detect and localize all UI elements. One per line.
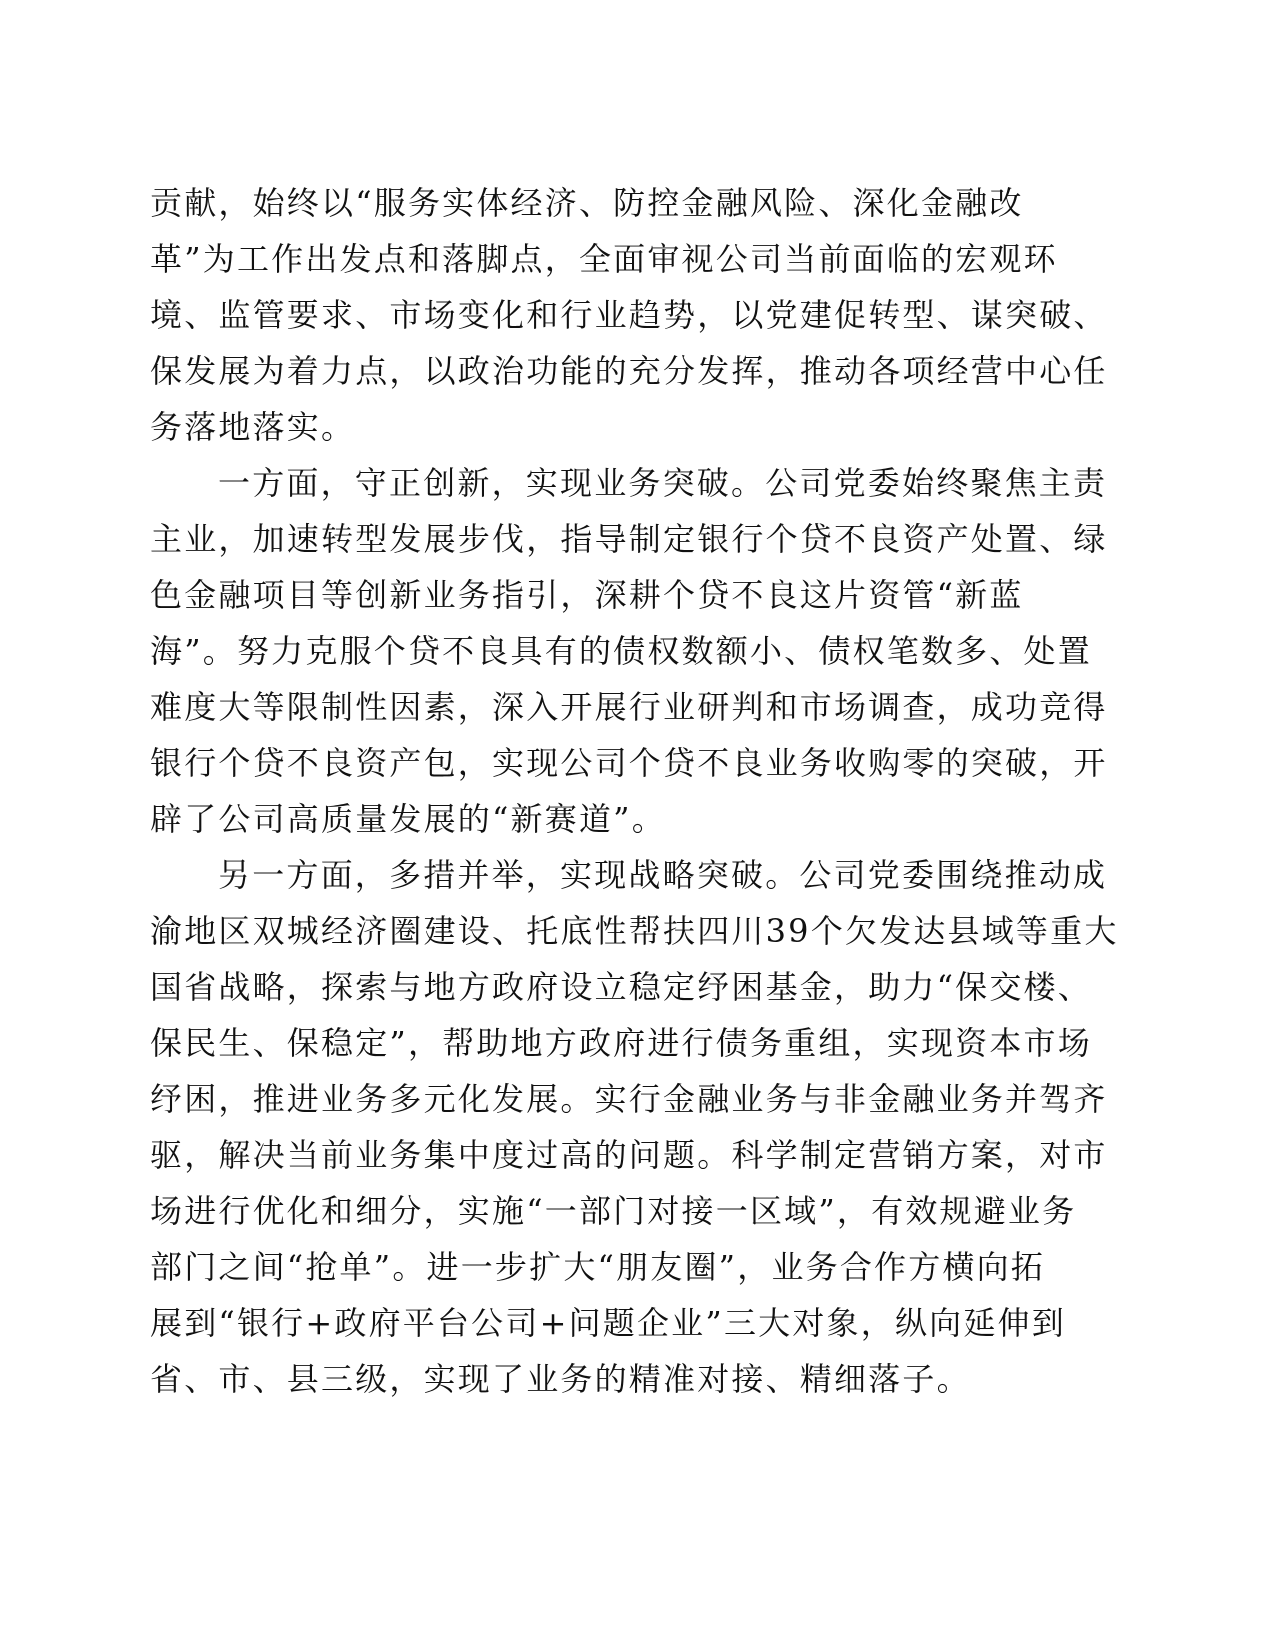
paragraph-3-line-5: 纾困，推进业务多元化发展。实行金融业务与非金融业务并驾齐 [150,1080,1108,1118]
paragraph-2-line-3: 色金融项目等创新业务指引，深耕个贷不良这片资管“新蓝 [150,576,1024,614]
paragraph-1-line-4: 保发展为着力点，以政治功能的充分发挥，推动各项经营中心任 [150,352,1108,390]
paragraph-3-line-4: 保民生、保稳定”，帮助地方政府进行债务重组，实现资本市场 [150,1024,1092,1062]
paragraph-3-line-10: 省、市、县三级，实现了业务的精准对接、精细落子。 [150,1360,971,1398]
paragraph-2-line-6: 银行个贷不良资产包，实现公司个贷不良业务收购零的突破，开 [150,744,1108,782]
paragraph-2-line-4: 海”。努力克服个贷不良具有的债权数额小、债权笔数多、处置 [150,632,1092,670]
paragraph-1-line-3: 境、监管要求、市场变化和行业趋势，以党建促转型、谋突破、 [150,296,1108,334]
paragraph-3-line-9: 展到“银行+政府平台公司+问题企业”三大对象，纵向延伸到 [150,1304,1066,1342]
paragraph-2-line-2: 主业，加速转型发展步伐，指导制定银行个贷不良资产处置、绿 [150,520,1108,558]
paragraph-2-line-1: 一方面，守正创新，实现业务突破。公司党委始终聚焦主责 [218,464,1108,502]
paragraph-2-line-5: 难度大等限制性因素，深入开展行业研判和市场调查，成功竞得 [150,688,1108,726]
paragraph-1-line-1: 贡献，始终以“服务实体经济、防控金融风险、深化金融改 [150,184,1024,222]
paragraph-2-line-7: 辟了公司高质量发展的“新赛道”。 [150,800,666,838]
paragraph-1-line-2: 革”为工作出发点和落脚点，全面审视公司当前面临的宏观环 [150,240,1058,278]
paragraph-3-line-6: 驱，解决当前业务集中度过高的问题。科学制定营销方案，对市 [150,1136,1108,1174]
paragraph-3-line-1: 另一方面，多措并举，实现战略突破。公司党委围绕推动成 [218,856,1108,894]
paragraph-3-line-3: 国省战略，探索与地方政府设立稳定纾困基金，助力“保交楼、 [150,968,1092,1006]
paragraph-3-line-2: 渝地区双城经济圈建设、托底性帮扶四川39个欠发达县域等重大 [150,912,1119,950]
paragraph-1-line-5: 务落地落实。 [150,408,356,446]
paragraph-3-line-7: 场进行优化和细分，实施“一部门对接一区域”，有效规避业务 [150,1192,1077,1230]
paragraph-3-line-8: 部门之间“抢单”。进一步扩大“朋友圈”，业务合作方横向拓 [150,1248,1046,1286]
